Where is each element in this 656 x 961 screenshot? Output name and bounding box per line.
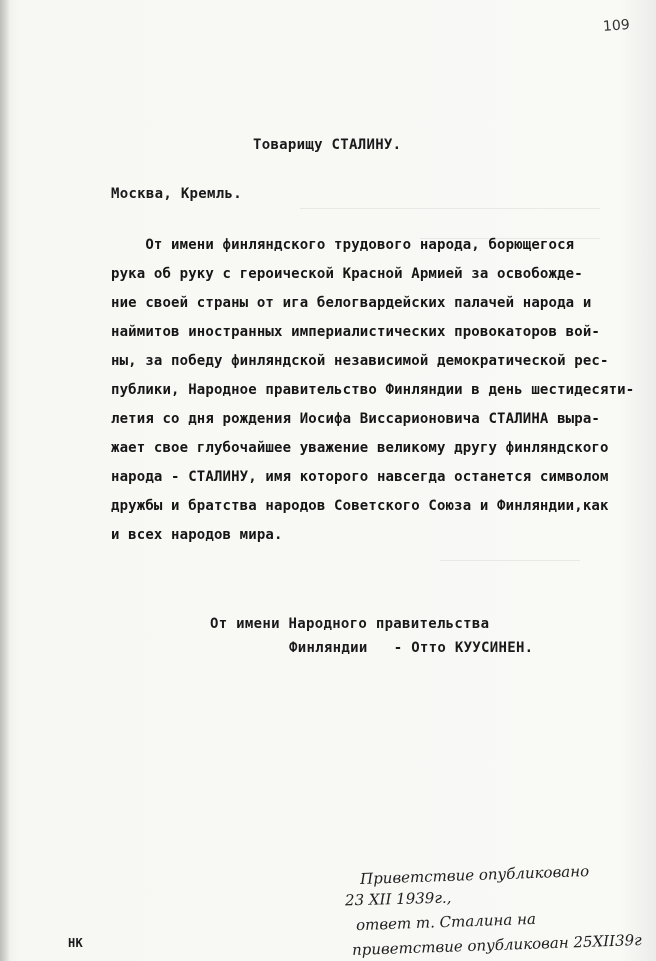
signature-line-2: Финляндии - Отто КУУСИНЕН. (289, 640, 534, 656)
location-line: Москва, Кремль. (111, 186, 242, 202)
handwritten-note-line: Приветствие опубликовано (359, 862, 590, 888)
body-line: От имени финляндского трудового народа, борющегося (111, 237, 575, 253)
body-line: жает свое глубочайшее уважение великому другу финляндского (111, 440, 609, 456)
body-line: дружбы и братства народов Советского Союза и Финляндии,как (111, 498, 609, 514)
body-line: народа - СТАЛИНУ, имя которого навсегда останется символом (111, 469, 609, 485)
bleed-through-mark (440, 560, 580, 561)
page-number: 109 (602, 17, 631, 35)
scan-edge-shadow (0, 0, 10, 961)
bleed-through-mark (300, 208, 600, 209)
body-line: и всех народов мира. (111, 527, 283, 543)
body-line: публики, Народное правительство Финляндии в день шестидесяти- (111, 382, 635, 398)
handwritten-note-line: 23 XII 1939г., (344, 888, 452, 910)
footer-code: НК (68, 936, 84, 950)
handwritten-note-line: ответ т. Сталина на (355, 909, 537, 935)
body-line: ны, за победу финляндской независимой демократической рес- (111, 353, 609, 369)
body-line: рука об руку с героической Красной Армией за освобожде- (111, 266, 583, 282)
body-line: наймитов иностранных империалистических провокаторов вой- (111, 324, 600, 340)
body-line: ние своей страны от ига белогвардейских палачей народа и (111, 295, 592, 311)
body-line: летия со дня рождения Иосифа Виссарионовича СТАЛИНА выра- (111, 411, 600, 427)
handwritten-note-line: приветствие опубликован 25XII39г (351, 930, 643, 960)
addressee-heading: Товарищу СТАЛИНУ. (253, 137, 402, 153)
signature-line-1: От имени Народного правительства (210, 616, 490, 632)
